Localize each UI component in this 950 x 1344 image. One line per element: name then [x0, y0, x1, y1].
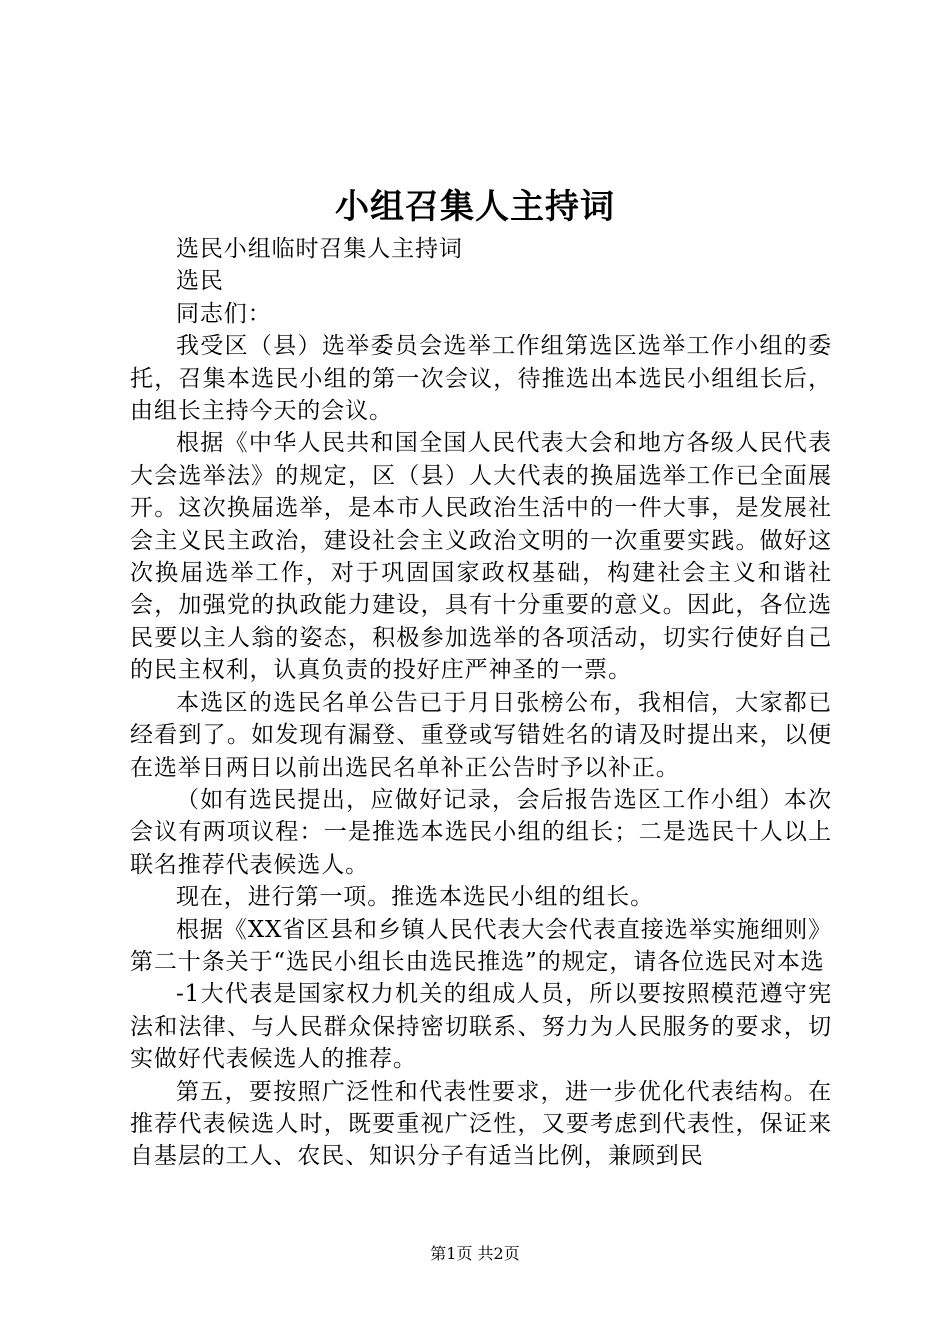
paragraph: 本选区的选民名单公告已于月日张榜公布，我相信，大家都已经看到了。如发现有漏登、重登或写错姓名的请及时提出来，以便在选举日两日以前出选民名单补正公告时予以补正。	[130, 689, 832, 781]
paragraph: 根据《中华人民共和国全国人民代表大会和地方各级人民代表大会选举法》的规定，区（县）人大代表的换届选举工作已全面展开。这次换届选举，是本市人民政治生活中的一件大事，是发展社会主义民主政治，建设社会主义政治文明的一次重要实践。做好这次换届选举工作，对于巩固国家政权基础，构建社会主义和谐社会，加强党的执政能力建设，具有十分重要的意义。因此，各位选民要以主人翁的姿态，积极参加选举的各项活动，切实行使好自己的民主权利，认真负责的投好庄严神圣的一票。	[130, 430, 832, 684]
document-body	[130, 233, 832, 1173]
paragraph: 根据《XX省区县和乡镇人民代表大会代表直接选举实施细则》第二十条关于“选民小组长由选民推选”的规定，请各位选民对本选	[130, 916, 832, 975]
paragraph: 我受区（县）选举委员会选举工作组第选区选举工作小组的委托，召集本选民小组的第一次会议，待推选出本选民小组组长后，由组长主持今天的会议。	[130, 333, 832, 425]
paragraph-addressee: 选民	[176, 268, 224, 295]
paragraph: （如有选民提出，应做好记录，会后报告选区工作小组）本次会议有两项议程：一是推选本选民小组的组长；二是选民十人以上联名推荐代表候选人。	[130, 786, 832, 878]
paragraph-subtitle: 选民小组临时召集人主持词	[176, 236, 463, 262]
paragraph: -1大代表是国家权力机关的组成人员，所以要按照模范遵守宪法和法律、与人民群众保持密切联系、努力为人民服务的要求，切实做好代表候选人的推荐。	[130, 981, 832, 1073]
page-footer: 第1页 共2页	[430, 1244, 520, 1263]
paragraph: 现在，进行第一项。推选本选民小组的组长。	[176, 884, 654, 911]
document-title: 小组召集人主持词	[335, 187, 615, 227]
paragraph: 第五，要按照广泛性和代表性要求，进一步优化代表结构。在推荐代表候选人时，既要重视广泛性，又要考虑到代表性，保证来自基层的工人、农民、知识分子有适当比例，兼顾到民	[130, 1078, 832, 1170]
paragraph-salutation: 同志们：	[176, 300, 272, 327]
